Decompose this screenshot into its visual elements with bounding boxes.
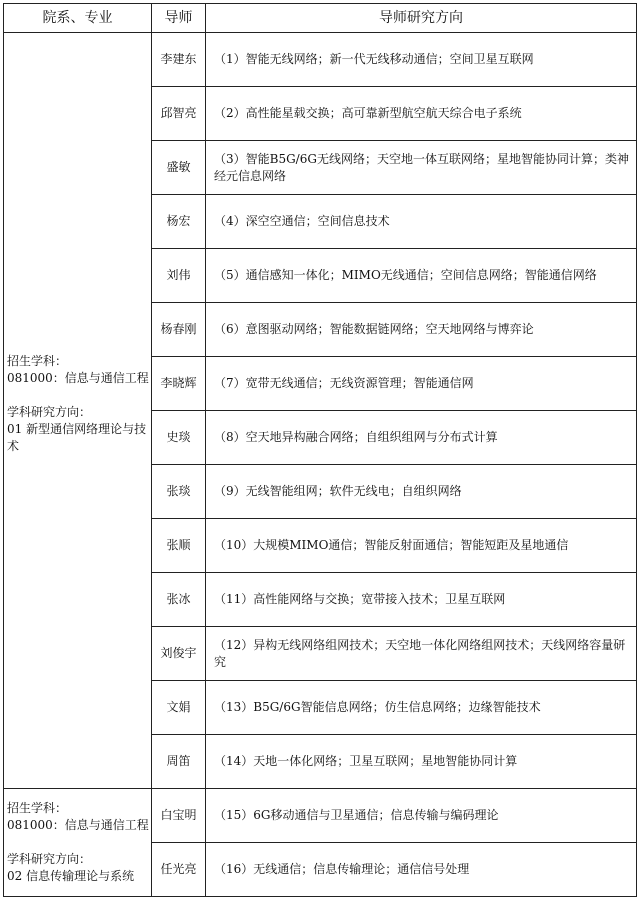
table-row [4, 789, 637, 843]
advisor-table [3, 3, 637, 897]
subject-value: 081000：信息与通信工程 [7, 371, 149, 385]
research-direction: （7）宽带无线通信；无线资源管理；智能通信网 [206, 357, 637, 411]
subject-label: 招生学科： [7, 801, 68, 815]
dept-cell [4, 789, 152, 897]
advisor-name: 杨春刚 [152, 303, 206, 357]
research-direction: （1）智能无线网络；新一代无线移动通信；空间卫星互联网 [206, 33, 637, 87]
advisor-name: 杨宏 [152, 195, 206, 249]
research-direction: （8）空天地异构融合网络；自组织组网与分布式计算 [206, 411, 637, 465]
advisor-name: 盛敏 [152, 141, 206, 195]
research-direction: （3）智能B5G/6G无线网络；天空地一体互联网络；星地智能协同计算；类神经元信息网络 [206, 141, 637, 195]
research-direction: （5）通信感知一体化；MIMO无线通信；空间信息网络；智能通信网络 [206, 249, 637, 303]
research-direction: （13）B5G/6G智能信息网络；仿生信息网络；边缘智能技术 [206, 681, 637, 735]
header-row [4, 4, 637, 33]
advisor-name: 张琰 [152, 465, 206, 519]
direction-label: 学科研究方向： [7, 405, 92, 419]
advisor-name: 李晓辉 [152, 357, 206, 411]
direction-value: 01 新型通信网络理论与技术 [7, 422, 147, 453]
advisor-name: 李建东 [152, 33, 206, 87]
advisor-name: 张顺 [152, 519, 206, 573]
advisor-name: 周笛 [152, 735, 206, 789]
research-direction: （15）6G移动通信与卫星通信；信息传输与编码理论 [206, 789, 637, 843]
dept-cell [4, 33, 152, 789]
advisor-name: 白宝明 [152, 789, 206, 843]
table-row [4, 33, 637, 87]
direction-label: 学科研究方向： [7, 852, 92, 866]
advisor-name: 邱智亮 [152, 87, 206, 141]
subject-label: 招生学科： [7, 354, 68, 368]
subject-value: 081000：信息与通信工程 [7, 818, 149, 832]
research-direction: （10）大规模MIMO通信；智能反射面通信；智能短距及星地通信 [206, 519, 637, 573]
research-direction: （14）天地一体化网络；卫星互联网；星地智能协同计算 [206, 735, 637, 789]
advisor-name: 张冰 [152, 573, 206, 627]
advisor-name: 刘俊宇 [152, 627, 206, 681]
header-dept: 院系、专业 [4, 4, 152, 33]
research-direction: （16）无线通信；信息传输理论；通信信号处理 [206, 843, 637, 897]
advisor-name: 文娟 [152, 681, 206, 735]
direction-value: 02 信息传输理论与系统 [7, 869, 135, 883]
research-direction: （12）异构无线网络组网技术；天空地一体化网络组网技术；天线网络容量研究 [206, 627, 637, 681]
research-direction: （2）高性能星载交换；高可靠新型航空航天综合电子系统 [206, 87, 637, 141]
research-direction: （4）深空空通信；空间信息技术 [206, 195, 637, 249]
research-direction: （9）无线智能组网；软件无线电；自组织网络 [206, 465, 637, 519]
advisor-name: 任光亮 [152, 843, 206, 897]
research-direction: （11）高性能网络与交换；宽带接入技术；卫星互联网 [206, 573, 637, 627]
advisor-name: 刘伟 [152, 249, 206, 303]
research-direction: （6）意图驱动网络；智能数据链网络；空天地网络与博弈论 [206, 303, 637, 357]
advisor-name: 史琰 [152, 411, 206, 465]
header-direction: 导师研究方向 [206, 4, 637, 33]
header-advisor: 导师 [152, 4, 206, 33]
